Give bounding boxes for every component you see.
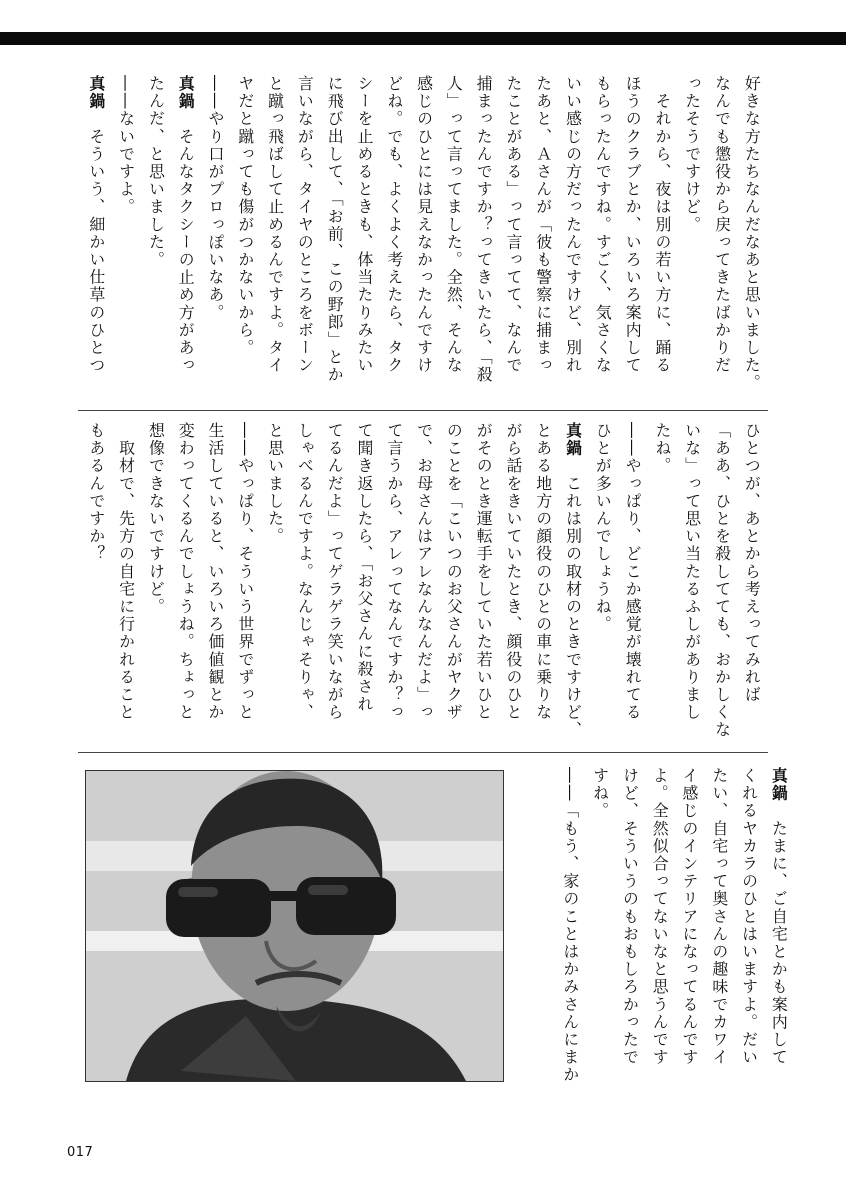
vertical-text-block (555, 767, 793, 1087)
text-column: いい感じの方だったんですけど、別れ (563, 75, 583, 375)
text-column: 捕まったんですか？ってきいたら、「殺 (474, 75, 494, 384)
text-column: ――ないですよ。 (116, 75, 136, 216)
speaker-label: 真鍋 (176, 75, 196, 111)
text-column: て言うから、アレってなんですか？っ (384, 422, 404, 722)
band-divider (78, 410, 768, 411)
text-band-2 (81, 422, 762, 746)
text-column: 言いながら、タイヤのところをボーン (295, 75, 315, 375)
text-column: いな」って思い当たるふしがありまし (682, 422, 702, 722)
speaker-label: 真鍋 (563, 422, 583, 458)
text-column: と蹴っ飛ばして止めるんですよ。タイ (265, 75, 285, 375)
text-column: ヤだと蹴っても傷がつかないから。 (235, 75, 255, 357)
text-column: たい、自宅って奥さんの趣味でカワイ (709, 767, 729, 1067)
text-column: たことがある」って言ってて、なんで (503, 75, 523, 375)
text-column: てるんだよ」ってゲラゲラ笑いながら (325, 422, 345, 722)
text-column: がら話をきいていたとき、顔役のひと (503, 422, 523, 722)
text-column: 「ああ、ひとを殺してても、おかしくな (712, 422, 732, 739)
text-column: 変わってくるんでしょうね。ちょっと (176, 422, 196, 722)
text-column: すね。 (590, 767, 610, 820)
text-band-3 (555, 767, 789, 1087)
text-column: で、お母さんはアレなんなんだよ」っ (414, 422, 434, 722)
text-column: とある地方の顔役のひとの車に乗りな (533, 422, 553, 722)
page-number: 017 (67, 1145, 94, 1160)
text-column: イ感じのインテリアになってるんです (679, 767, 699, 1067)
text-column: 想像できないですけど。 (146, 422, 166, 616)
text-column: よ。全然似合ってないなと思うんです (650, 767, 670, 1067)
speaker-label: 真鍋 (86, 75, 106, 111)
text-column: ――「もう、家のことはかみさんにまか (560, 767, 580, 1084)
text-column: たあと、Ａさんが「彼も警察に捕まっ (533, 75, 553, 375)
text-column: のことを「こいつのお父さんがヤクザ (444, 422, 464, 722)
text-column: どね。でも、よくよく考えたら、タク (384, 75, 404, 375)
text-column: 感じのひとには見えなかったんですけ (414, 75, 434, 375)
text-column: がそのとき運転手をしていた若いひと (474, 422, 494, 722)
text-column: ひとつが、あとから考えってみれば (742, 422, 762, 704)
text-column: ――やっぱり、そういう世界でずっと (235, 422, 255, 722)
text-column: ひとが多いんでしょうね。 (593, 422, 613, 634)
text-column: ――やっぱり、どこか感覚が壊れてる (623, 422, 643, 722)
portrait-photo (85, 770, 504, 1082)
text-column: 人」って言ってました。全然、そんな (444, 75, 464, 375)
text-band-1 (81, 75, 762, 405)
text-column: 取材で、先方の自宅に行かれること (116, 422, 136, 722)
text-column: て聞き返したら、「お父さんに殺され (354, 422, 374, 714)
text-column: もらったんですね。すごく、気さくな (593, 75, 613, 375)
text-column: くれるヤカラのひとはいますよ。だい (739, 767, 759, 1067)
portrait-illustration (86, 771, 503, 1081)
text-column: けど、そういうのもおもしろかったで (620, 767, 640, 1067)
text-column: それから、夜は別の若い方に、踊る (652, 75, 672, 375)
text-column: ほうのクラブとか、いろいろ案内して (623, 75, 643, 375)
text-column: 好きな方たちなんだなあと思いました。 (742, 75, 762, 392)
band-divider (78, 752, 768, 753)
text-column: これは別の取材のときですけど、 (563, 457, 583, 739)
text-column: に飛び出して、「お前、この野郎」とか (325, 75, 345, 384)
text-column: 生活していると、いろいろ価値観とか (205, 422, 225, 722)
text-column: ったそうですけど。 (682, 75, 702, 234)
top-black-rule (0, 32, 846, 45)
text-column: たまに、ご自宅とかも案内して (769, 802, 789, 1067)
speaker-label: 真鍋 (769, 767, 789, 803)
text-column: たんだ、と思いました。 (146, 75, 166, 269)
vertical-text-block (81, 75, 766, 405)
text-column: たね。 (652, 422, 672, 475)
text-column: そんなタクシーの止め方があっ (176, 110, 196, 375)
text-column: そういう、細かい仕草のひとつ (86, 110, 106, 375)
text-column: もあるんですか？ (86, 422, 106, 563)
text-column: シーを止めるときも、体当たりみたい (354, 75, 374, 375)
vertical-text-block (81, 422, 766, 746)
text-column: なんでも懲役から戻ってきたばかりだ (712, 75, 732, 375)
text-column: と思いました。 (265, 422, 285, 546)
text-column: しゃべるんですよ。なんじゃそりゃ、 (295, 422, 315, 722)
text-column: ――やり口がプロっぽいなあ。 (205, 75, 225, 322)
